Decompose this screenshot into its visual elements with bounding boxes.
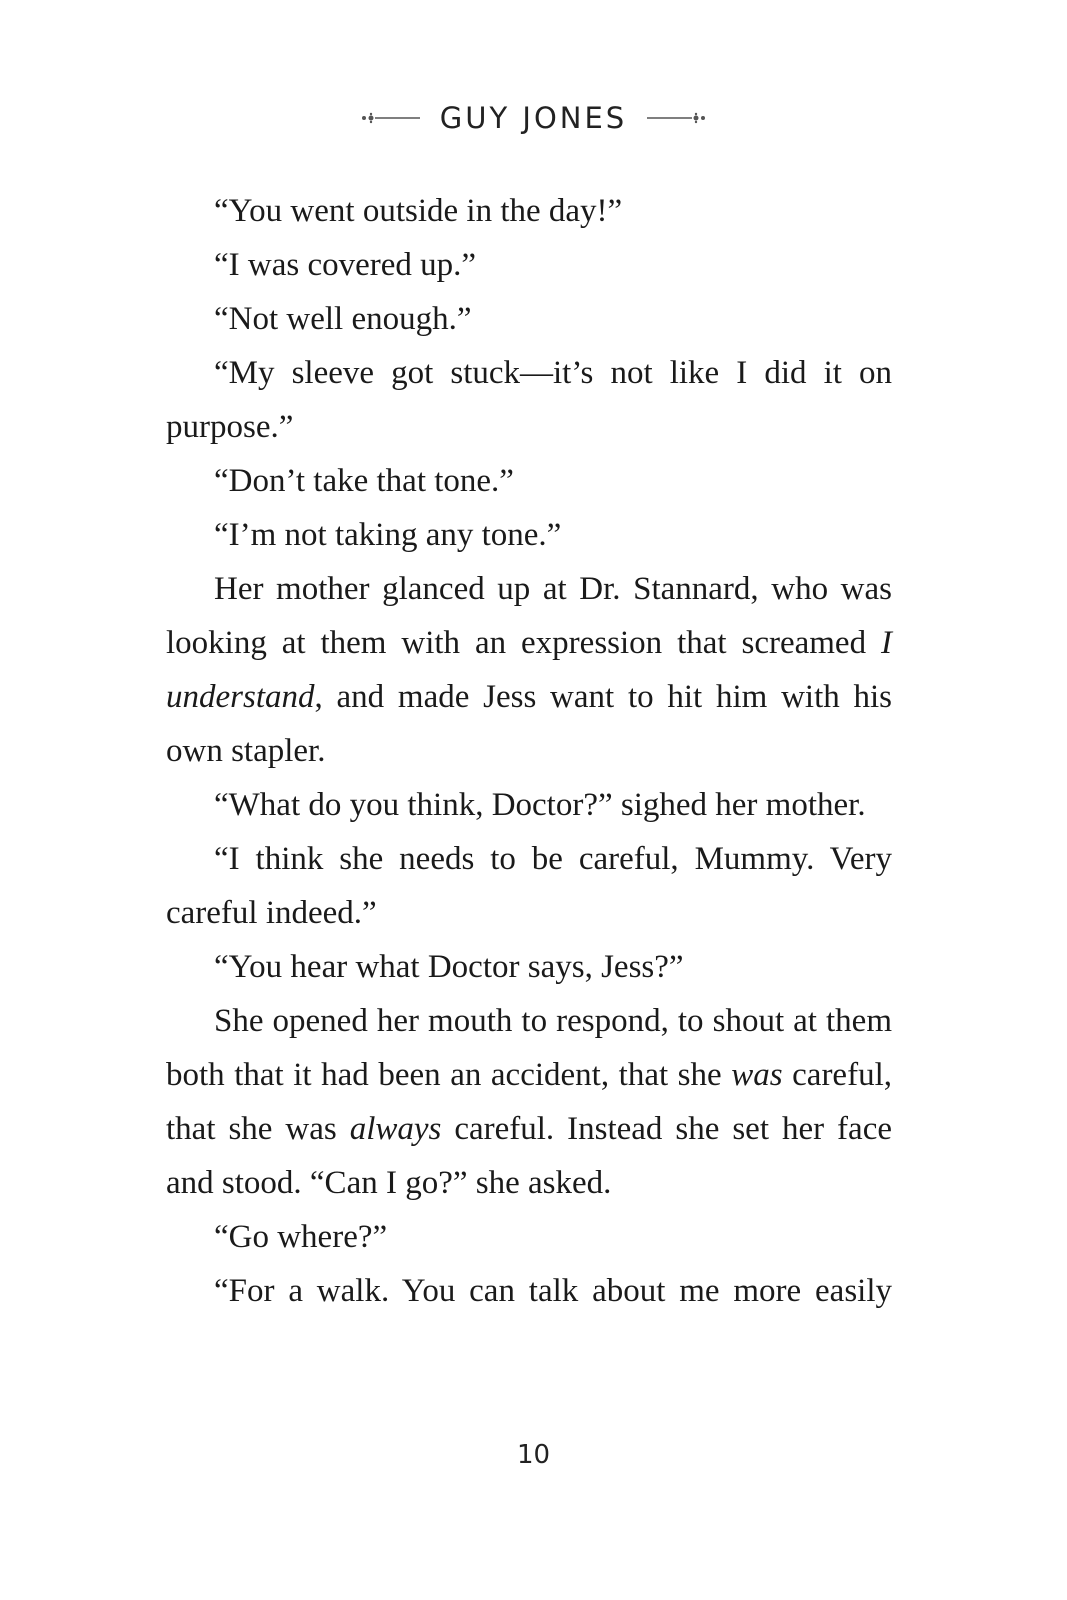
paragraph: “I think she needs to be careful, Mummy. Very careful indeed.” (166, 841, 892, 931)
paragraph: “I was covered up.” (214, 247, 477, 283)
paragraph: “You hear what Doctor says, Jess?” (214, 949, 684, 985)
right-ornament-icon (645, 112, 707, 124)
paragraph-text: Her mother glanced up at Dr. Stannard, who was looking at them with an expression that screamed (166, 571, 892, 661)
paragraph: “I’m not taking any tone.” (214, 517, 562, 553)
paragraph: “For a walk. You can talk about me more easily (214, 1273, 892, 1309)
paragraph-text: , and made Jess want to hit him with his own stapler. (166, 679, 892, 769)
running-header (0, 96, 1067, 140)
body-text (166, 184, 892, 1318)
paragraph: “Not well enough.” (214, 301, 472, 337)
paragraph: “You went outside in the day!” (214, 193, 623, 229)
paragraph-text: careful, that she was (166, 1057, 892, 1147)
italic-text: was (731, 1057, 783, 1093)
running-head-title: GUY JONES (439, 101, 628, 135)
paragraph-text: careful. Instead she set her face and stood. “Can I go?” she asked. (166, 1111, 892, 1201)
paragraph: “Go where?” (214, 1219, 388, 1255)
left-ornament-icon (360, 112, 422, 124)
paragraph (166, 994, 892, 1210)
paragraph: “Don’t take that tone.” (214, 463, 514, 499)
paragraph: “What do you think, Doctor?” sighed her mother. (214, 787, 866, 823)
italic-text: always (349, 1111, 442, 1147)
paragraph: “My sleeve got stuck—it’s not like I did it on purpose.” (166, 355, 892, 445)
italic-text: I understand (166, 625, 892, 715)
paragraph (166, 562, 892, 778)
paragraph-text: She opened her mouth to respond, to shout at them both that it had been an accident, that she (166, 1003, 892, 1093)
page-number: 10 (516, 1440, 551, 1470)
